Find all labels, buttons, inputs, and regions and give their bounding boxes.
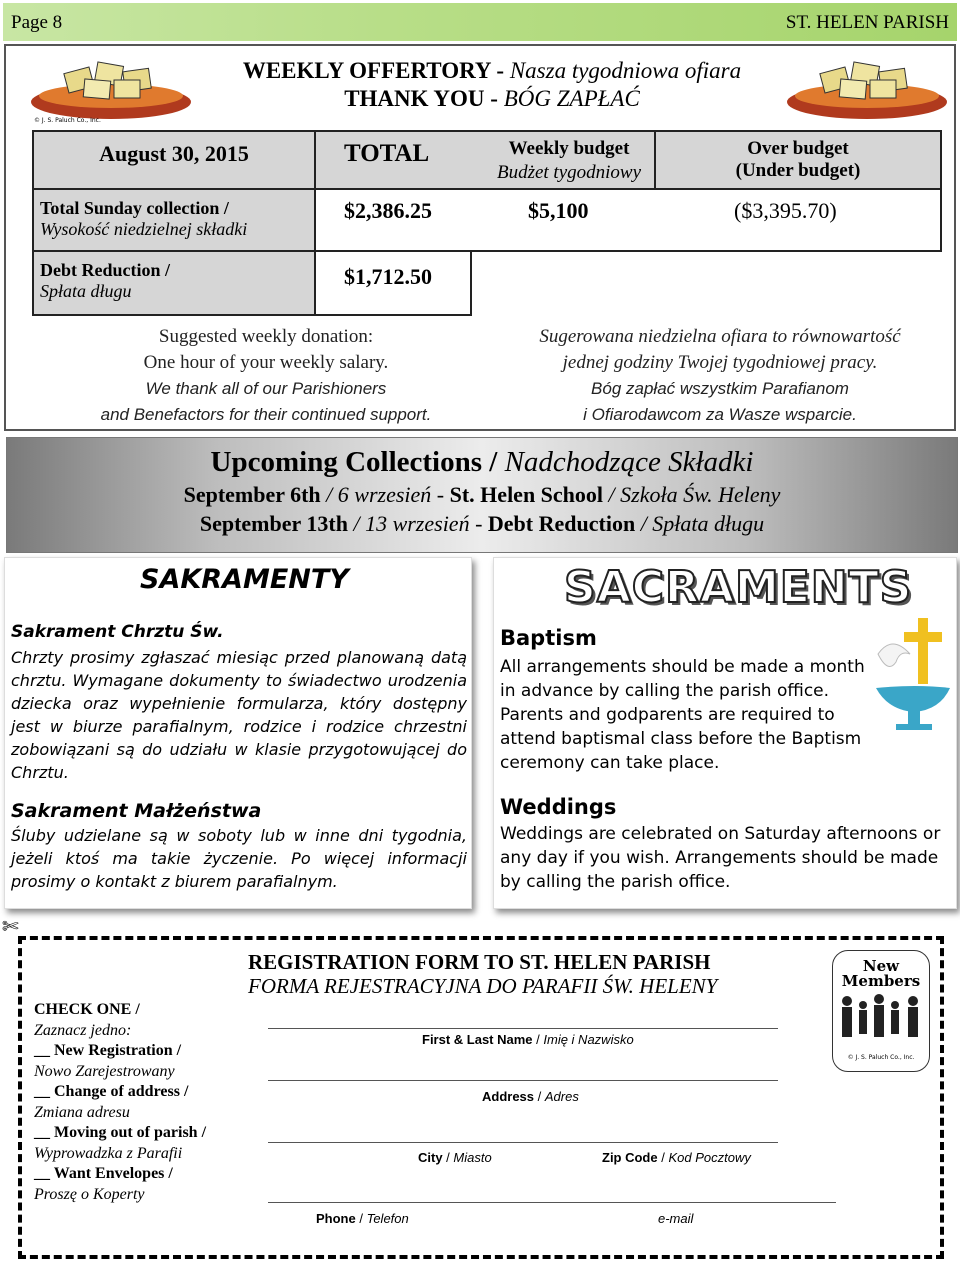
l1-name: St. Helen School (449, 482, 604, 507)
registration-title-en: REGISTRATION FORM TO ST. HELEN PARISH (248, 950, 711, 974)
option-new-registration-pl: Nowo Zarejestrowany (34, 1062, 175, 1080)
baptism-dove-cross-icon (870, 614, 956, 740)
suggest-line-1: Suggested weekly donation: (158, 326, 374, 347)
phone-email-field[interactable] (268, 1202, 836, 1203)
option-moving-out-pl: Wyprowadzka z Parafii (34, 1144, 183, 1162)
city-zip-field[interactable] (268, 1142, 778, 1143)
col-budget-pl: Budżet tygodniowy (496, 162, 642, 183)
upcoming-title-en: Upcoming Collections / (210, 446, 505, 478)
chrzest-heading: Sakrament Chrztu Św. (11, 622, 224, 642)
malzenstwo-text: Śluby udzielane są w soboty lub w inne dni tygodnia, jeżeli ktoś ma takie życzenie. Po więcej informacji prosimy o kontakt z biurem parafialnym. (11, 826, 467, 891)
total-header-cell (316, 130, 656, 190)
option-want-envelopes-pl: Proszę o Koperty (34, 1185, 145, 1203)
slash: / (657, 1150, 669, 1165)
option-want-envelopes[interactable]: __ Want Envelopes / (34, 1165, 173, 1182)
check-one-group (34, 1000, 206, 1205)
date-cell (32, 130, 316, 190)
pl-suggest-line-1: Sugerowana niedzielna ofiara to równowartość (539, 326, 901, 347)
row1-label-pl: Wysokość niedzielnej składki (40, 219, 248, 239)
l1-date: September 6th (183, 482, 321, 507)
phone-label-pl: Telefon (366, 1211, 409, 1226)
new-members-text-1: New (862, 957, 900, 975)
people-group-icon (833, 989, 929, 1049)
upcoming-collections-banner (6, 437, 958, 553)
thank-you-line (6, 86, 958, 112)
row2-label-cell (32, 252, 316, 316)
row1-values-cell (316, 190, 942, 252)
address-field-label (482, 1089, 579, 1104)
over-budget-header-cell (656, 130, 942, 190)
baptism-text: All arrangements should be made a month in advance by calling the parish office. Parents and godparents are required to attend baptismal class before the Baptism ceremony can take place. (500, 657, 865, 773)
suggestion-en (46, 324, 486, 428)
slash: / (442, 1150, 454, 1165)
sakramenty-title: SAKRAMENTY (140, 564, 349, 595)
row2-label-en: Debt Reduction / (40, 260, 170, 280)
chrzest-text-2: Wymagane dokumenty to świadectwo urodzenia dziecka oraz wypełnienie formularza, który dostępny jest w biurze parafialnym, rodzice i rodzice chrzestni zobowiązani są do udziału w klasie przygotowującej do Chrztu. (11, 671, 467, 782)
weddings-text: Weddings are celebrated on Saturday afternoons or any day if you wish. Arrangements should be made by calling the parish office. (500, 824, 941, 892)
offertory-title-pl: Nasza tygodniowa ofiara (509, 58, 742, 83)
row2-label-pl: Spłata długu (40, 281, 132, 301)
slash: / (532, 1032, 544, 1047)
sacraments-box (493, 557, 957, 909)
chrzest-text (11, 646, 467, 784)
col-budget-en: Weekly budget (508, 138, 630, 159)
offertory-date: August 30, 2015 (99, 141, 249, 166)
option-moving-out[interactable]: __ Moving out of parish / (34, 1124, 207, 1141)
l2-sep: - (469, 511, 488, 536)
upcoming-line-2 (7, 511, 957, 537)
check-one-label: CHECK ONE / (34, 1001, 140, 1018)
check-one-label-pl: Zaznacz jedno: (34, 1021, 132, 1039)
offertory-title-en: WEEKLY OFFERTORY - (242, 58, 510, 83)
sakramenty-box (4, 557, 472, 909)
baptism-heading: Baptism (500, 626, 597, 650)
offertory-table (32, 130, 942, 316)
l2-name: Debt Reduction (487, 511, 636, 536)
zip-label-en: Zip Code (602, 1150, 658, 1165)
new-members-text-2: Members (841, 972, 921, 990)
upcoming-title-pl: Nadchodzące Składki (504, 446, 754, 478)
upcoming-title (7, 446, 957, 479)
row1-label-cell (32, 190, 316, 252)
l2-date-pl: / 13 wrzesień (347, 511, 470, 536)
city-label-pl: Miasto (453, 1150, 492, 1165)
row2-total: $1,712.50 (344, 264, 432, 289)
weddings-heading: Weddings (500, 795, 617, 819)
city-label-en: City (418, 1150, 443, 1165)
slash: / (534, 1089, 545, 1104)
suggest-line-4: and Benefactors for their continued support. (100, 405, 432, 424)
scissors-icon: ✄ (2, 914, 19, 938)
page-header (3, 3, 957, 41)
l2-date: September 13th (199, 511, 348, 536)
logo-caption: © J. S. Paluch Co., Inc. (847, 1054, 915, 1061)
offertory-panel (4, 44, 956, 431)
suggest-line-3: We thank all of our Parishioners (145, 379, 387, 398)
zip-label-pl: Kod Pocztowy (668, 1150, 751, 1165)
phone-field-label (316, 1211, 409, 1226)
pl-suggest-line-3: Bóg zapłać wszystkim Parafianom (591, 379, 849, 398)
l1-sep: - (431, 482, 450, 507)
address-label-pl: Adres (544, 1089, 579, 1104)
option-change-address-pl: Zmiana adresu (34, 1103, 130, 1121)
sacraments-title: SACRAMENTS (564, 562, 913, 613)
slash: / (355, 1211, 367, 1226)
option-new-registration[interactable]: __ New Registration / (34, 1042, 182, 1059)
name-field[interactable] (268, 1028, 778, 1029)
row2-value-cell (316, 252, 472, 316)
col-total: TOTAL (344, 140, 430, 167)
parish-name: ST. HELEN PARISH (785, 12, 949, 33)
row1-total: $2,386.25 (344, 198, 432, 223)
row1-budget: $5,100 (528, 198, 589, 223)
offertory-title (6, 58, 958, 84)
logo-caption: © J. S. Paluch Co., Inc. (34, 117, 101, 124)
suggest-line-2: One hour of your weekly salary. (143, 352, 389, 373)
row1-label-en: Total Sunday collection / (40, 198, 229, 218)
pl-suggest-line-4: i Ofiarodawcom za Wasze wsparcie. (583, 405, 857, 424)
page-number: Page 8 (11, 12, 63, 33)
malzenstwo-heading: Sakrament Małżeństwa (11, 800, 262, 822)
name-field-label (422, 1032, 634, 1047)
upcoming-line-1 (7, 482, 957, 508)
col-over-2: (Under budget) (735, 160, 861, 181)
row1-over: ($3,395.70) (734, 198, 837, 223)
chrzest-text-1: Chrzty prosimy zgłaszać miesiąc przed planowaną datą chrztu. (11, 648, 467, 690)
registration-title-pl: FORMA REJESTRACYJNA DO PARAFII ŚW. HELENY (248, 974, 718, 998)
thank-you-en: THANK YOU - (344, 86, 504, 111)
l1-name-pl: / Szkoła Św. Heleny (603, 482, 781, 507)
email-field-label: e-mail (658, 1211, 694, 1226)
thank-you-pl: BÓG ZAPŁAĆ (503, 86, 640, 111)
city-field-label (418, 1150, 492, 1165)
col-over-1: Over budget (747, 138, 849, 159)
suggestion-pl (490, 324, 950, 428)
option-change-address[interactable]: __ Change of address / (34, 1083, 189, 1100)
zip-field-label (602, 1150, 751, 1165)
new-members-logo (832, 950, 930, 1072)
name-label-pl: Imię i Nazwisko (543, 1032, 634, 1047)
address-field[interactable] (268, 1080, 778, 1081)
address-label-en: Address (482, 1089, 535, 1104)
phone-label-en: Phone (316, 1211, 356, 1226)
registration-form (18, 936, 944, 1259)
l1-date-pl: / 6 wrzesień (320, 482, 432, 507)
name-label-en: First & Last Name (422, 1032, 533, 1047)
l2-name-pl: / Spłata długu (635, 511, 765, 536)
pl-suggest-line-2: jednej godziny Twojej tygodniowej pracy. (562, 352, 878, 373)
